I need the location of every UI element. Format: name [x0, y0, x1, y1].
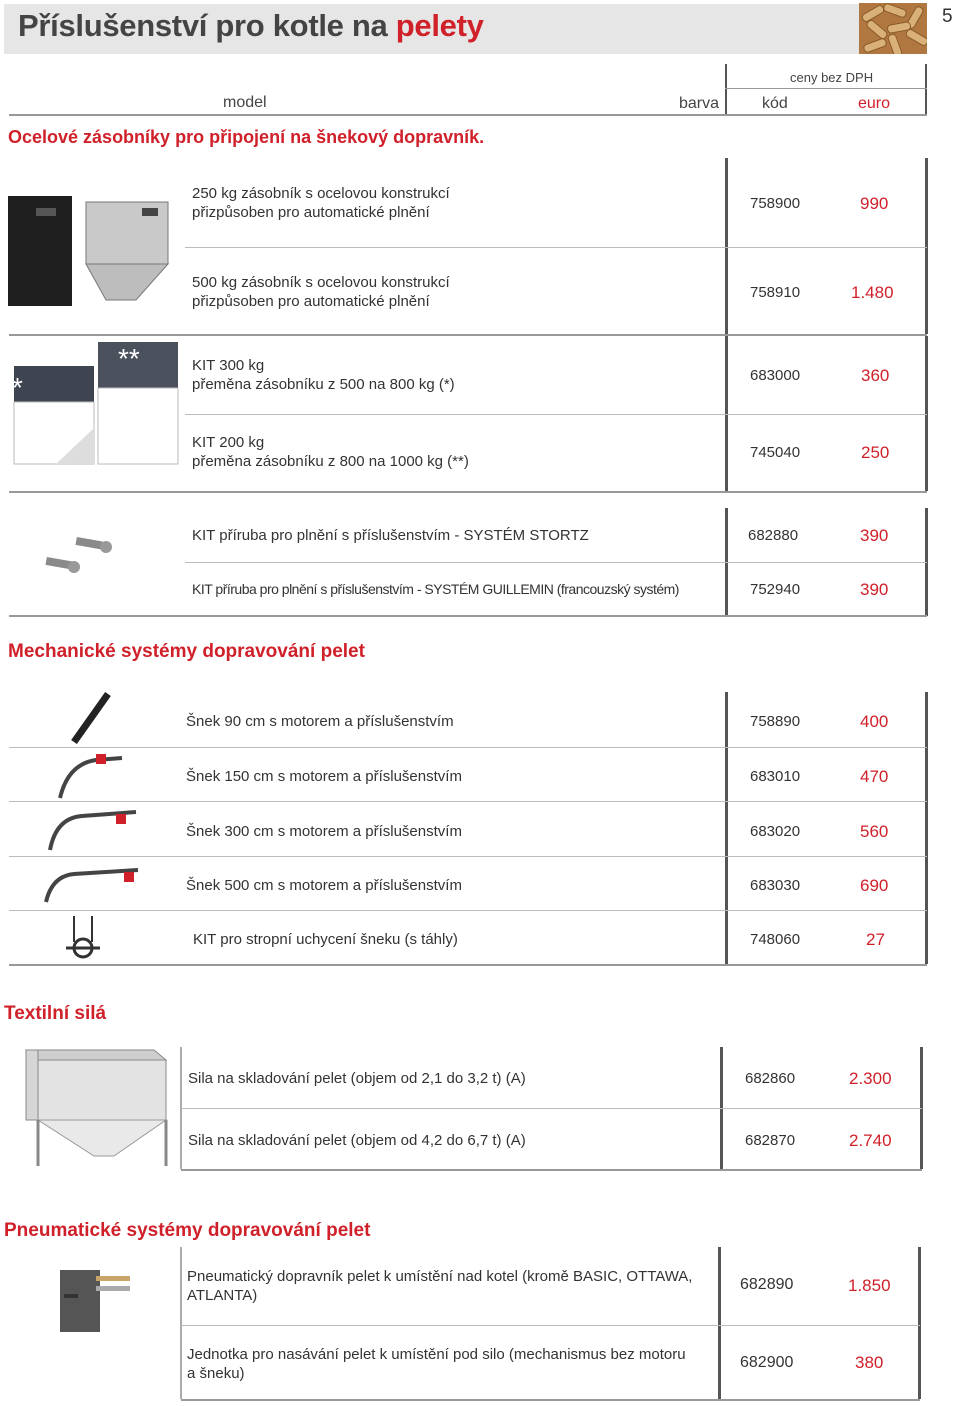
item-price: 250 [861, 443, 890, 462]
auger-image [40, 862, 144, 908]
col-divider [925, 64, 927, 114]
item-code: 748060 [750, 931, 801, 948]
item-description: Jednotka pro nasávání pelet k umístění pod silo (mechanismus bez motoru a šneku) [187, 1346, 686, 1382]
row-divider [9, 910, 927, 911]
item-description: Šnek 90 cm s motorem a příslušenstvím [186, 713, 454, 730]
col-divider [718, 1247, 721, 1399]
item-price: 27 [866, 930, 885, 949]
item-code: 683030 [750, 877, 801, 894]
auger-image [60, 686, 120, 746]
hopper-black-image [6, 190, 186, 312]
item-price: 1.480 [851, 283, 894, 302]
row-divider [185, 414, 927, 415]
section-title-textile: Textilní silá [4, 1003, 107, 1024]
item-code: 682900 [740, 1354, 794, 1371]
section-rule [9, 334, 927, 336]
row-divider [185, 562, 927, 563]
section-rule [9, 964, 927, 966]
pneumatic-unit-image [56, 1264, 136, 1336]
section-rule [9, 615, 927, 617]
item-price: 360 [861, 366, 890, 385]
section-title-mechanical: Mechanické systémy dopravování pelet [8, 641, 365, 662]
item-code: 683000 [750, 367, 801, 384]
item-description: 250 kg zásobník s ocelovou konstrukcí přizpůsoben pro automatické plnění [192, 185, 450, 221]
prices-note: ceny bez DPH [790, 70, 874, 85]
col-divider [725, 64, 727, 114]
item-description: Sila na skladování pelet (objem od 4,2 do 6,7 t) (A) [188, 1132, 526, 1149]
item-description: Pneumatický dopravník pelet k umístění nad kotel (kromě BASIC, OTTAWA, ATLANTA) [187, 1268, 693, 1304]
ceiling-mount-image [62, 912, 106, 962]
kit-marker-double: ** [118, 343, 140, 374]
item-code: 758890 [750, 713, 801, 730]
col-divider [918, 1247, 921, 1399]
row-divider [9, 747, 927, 748]
pellets-photo [859, 3, 927, 54]
item-price: 390 [860, 580, 889, 599]
section-title-steel: Ocelové zásobníky pro připojení na šnekový dopravník. [8, 127, 485, 147]
page-title: Příslušenství pro kotle na pelety [18, 8, 484, 43]
item-code: 682860 [745, 1070, 796, 1087]
item-description: KIT pro stropní uchycení šneku (s táhly) [193, 931, 458, 948]
section-rule [181, 1399, 920, 1401]
item-code: 683020 [750, 823, 801, 840]
header-line [725, 88, 927, 89]
row-divider [181, 1325, 920, 1326]
item-price: 990 [860, 194, 889, 213]
item-price: 470 [860, 767, 889, 786]
item-price: 690 [860, 876, 889, 895]
flange-image [40, 525, 120, 585]
item-description: Šnek 500 cm s motorem a příslušenstvím [186, 877, 462, 894]
hopper-kit-image [6, 338, 186, 472]
row-divider [9, 856, 927, 857]
item-code: 752940 [750, 581, 801, 598]
item-price: 400 [860, 712, 889, 731]
page-number: 5 [942, 6, 953, 27]
kit-marker-single: * [12, 372, 23, 403]
item-description: 500 kg zásobník s ocelovou konstrukcí přizpůsoben pro automatické plnění [192, 274, 450, 310]
item-code: 758900 [750, 195, 801, 212]
item-price: 390 [860, 526, 889, 545]
item-code: 745040 [750, 444, 801, 461]
item-description: KIT 300 kg přeměna zásobníku z 500 na 800 kg (*) [192, 357, 455, 393]
auger-image [52, 750, 132, 802]
item-code: 683010 [750, 768, 801, 785]
item-price: 560 [860, 822, 889, 841]
auger-image [42, 804, 142, 854]
item-code: 682880 [748, 527, 799, 544]
item-description: KIT příruba pro plnění s příslušenstvím - SYSTÉM GUILLEMIN (francouzský systém) [192, 581, 679, 597]
col-divider [725, 158, 728, 334]
section-rule [181, 1169, 922, 1171]
item-code: 682890 [740, 1276, 794, 1293]
row-divider [181, 1108, 922, 1109]
item-description: KIT 200 kg přeměna zásobníku z 800 na 1000 kg (**) [192, 434, 469, 470]
header-rule [9, 114, 927, 116]
item-price: 380 [855, 1353, 884, 1372]
item-description: Šnek 300 cm s motorem a příslušenstvím [186, 823, 462, 840]
item-description: Sila na skladování pelet (objem od 2,1 do 3,2 t) (A) [188, 1070, 526, 1087]
item-code: 758910 [750, 284, 801, 301]
item-code: 682870 [745, 1132, 796, 1149]
header-currency: euro [858, 95, 891, 112]
col-divider [925, 692, 928, 964]
item-price: 2.740 [849, 1131, 892, 1150]
header-color: barva [679, 95, 720, 112]
col-divider [725, 692, 728, 964]
item-description: Šnek 150 cm s motorem a příslušenstvím [186, 768, 462, 785]
row-divider [185, 247, 927, 248]
section-rule [9, 491, 927, 493]
textile-silo-image [4, 1030, 174, 1170]
header-code: kód [762, 95, 788, 112]
col-divider [180, 1247, 182, 1399]
item-price: 1.850 [848, 1276, 891, 1295]
header-model: model [223, 94, 267, 111]
item-price: 2.300 [849, 1069, 892, 1088]
row-divider [9, 801, 927, 802]
col-divider [925, 158, 928, 334]
section-title-pneumatic: Pneumatické systémy dopravování pelet [4, 1220, 371, 1241]
item-description: KIT příruba pro plnění s příslušenstvím - SYSTÉM STORTZ [192, 527, 589, 544]
